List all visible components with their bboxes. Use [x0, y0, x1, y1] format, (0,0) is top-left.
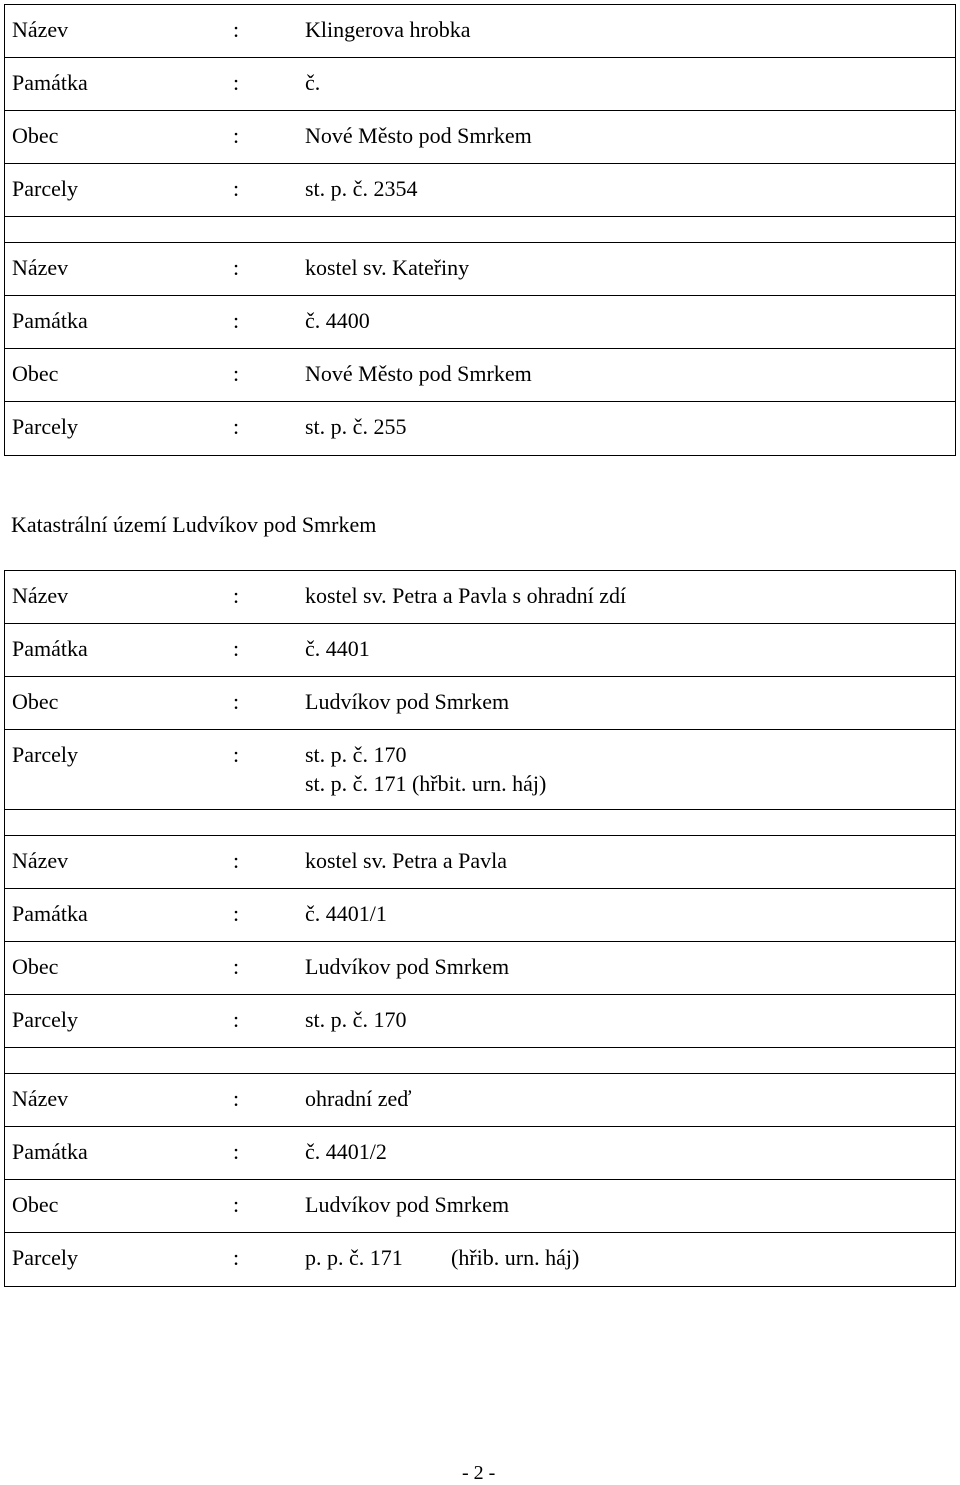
row-name [5, 1074, 955, 1127]
colon: : [233, 17, 240, 42]
colon: : [233, 742, 240, 767]
monument-table-1 [4, 4, 956, 456]
colon: : [233, 583, 240, 608]
row-name [5, 571, 955, 624]
label-monument: Památka [12, 901, 88, 926]
label-monument: Památka [12, 308, 88, 333]
colon: : [233, 308, 240, 333]
colon: : [233, 176, 240, 201]
value-municipality: Ludvíkov pod Smrkem [305, 689, 510, 714]
row-municipality [5, 677, 955, 730]
label-name: Název [12, 17, 69, 42]
row-separator [5, 810, 955, 836]
row-municipality [5, 1180, 955, 1233]
value-name: kostel sv. Petra a Pavla [305, 848, 508, 873]
row-monument [5, 889, 955, 942]
value-monument: č. 4400 [305, 308, 370, 333]
row-parcels [5, 995, 955, 1048]
colon: : [233, 1192, 240, 1217]
value-parcels-extra: (hřib. urn. háj) [451, 1245, 580, 1270]
label-municipality: Obec [12, 123, 59, 148]
value-monument: č. 4401/2 [305, 1139, 387, 1164]
row-name [5, 5, 955, 58]
label-municipality: Obec [12, 361, 59, 386]
label-parcels: Parcely [12, 176, 78, 201]
row-parcels [5, 730, 955, 810]
row-municipality [5, 942, 955, 995]
value-name: Klingerova hrobka [305, 17, 471, 42]
label-name: Název [12, 848, 69, 873]
label-name: Název [12, 255, 69, 280]
value-parcels-line2: st. p. č. 171 (hřbit. urn. háj) [305, 771, 547, 796]
label-parcels: Parcely [12, 1245, 78, 1270]
label-monument: Památka [12, 636, 88, 661]
row-separator [5, 217, 955, 243]
colon: : [233, 901, 240, 926]
value-municipality: Ludvíkov pod Smrkem [305, 954, 510, 979]
row-separator [5, 1048, 955, 1074]
colon: : [233, 70, 240, 95]
value-monument: č. 4401/1 [305, 901, 387, 926]
colon: : [233, 1086, 240, 1111]
colon: : [233, 414, 240, 439]
label-monument: Památka [12, 1139, 88, 1164]
colon: : [233, 361, 240, 386]
label-parcels: Parcely [12, 742, 78, 767]
row-name [5, 836, 955, 889]
label-name: Název [12, 1086, 69, 1111]
label-municipality: Obec [12, 689, 59, 714]
row-parcels [5, 1233, 955, 1286]
page-number: - 2 - [462, 1462, 496, 1484]
value-municipality: Nové Město pod Smrkem [305, 123, 532, 148]
value-parcels: st. p. č. 2354 [305, 176, 418, 201]
row-monument [5, 296, 955, 349]
label-name: Název [12, 583, 69, 608]
value-name: kostel sv. Petra a Pavla s ohradní zdí [305, 583, 627, 608]
value-monument: č. [305, 70, 321, 95]
value-monument: č. 4401 [305, 636, 370, 661]
row-name [5, 243, 955, 296]
colon: : [233, 1139, 240, 1164]
colon: : [233, 689, 240, 714]
colon: : [233, 1245, 240, 1270]
value-name: ohradní zeď [305, 1086, 412, 1111]
row-municipality [5, 111, 955, 164]
colon: : [233, 636, 240, 661]
row-monument [5, 624, 955, 677]
colon: : [233, 848, 240, 873]
value-parcels: st. p. č. 255 [305, 414, 407, 439]
value-parcels: p. p. č. 171 [305, 1245, 403, 1270]
value-municipality: Ludvíkov pod Smrkem [305, 1192, 510, 1217]
monument-table-2 [4, 570, 956, 1287]
colon: : [233, 954, 240, 979]
colon: : [233, 123, 240, 148]
cadastral-area-heading: Katastrální území Ludvíkov pod Smrkem [11, 512, 377, 537]
label-parcels: Parcely [12, 414, 78, 439]
row-parcels [5, 164, 955, 217]
label-municipality: Obec [12, 954, 59, 979]
row-municipality [5, 349, 955, 402]
value-municipality: Nové Město pod Smrkem [305, 361, 532, 386]
label-monument: Památka [12, 70, 88, 95]
value-parcels: st. p. č. 170 [305, 742, 407, 767]
colon: : [233, 255, 240, 280]
label-parcels: Parcely [12, 1007, 78, 1032]
colon: : [233, 1007, 240, 1032]
value-name: kostel sv. Kateřiny [305, 255, 470, 280]
value-parcels: st. p. č. 170 [305, 1007, 407, 1032]
row-monument [5, 1127, 955, 1180]
label-municipality: Obec [12, 1192, 59, 1217]
row-monument [5, 58, 955, 111]
row-parcels [5, 402, 955, 455]
